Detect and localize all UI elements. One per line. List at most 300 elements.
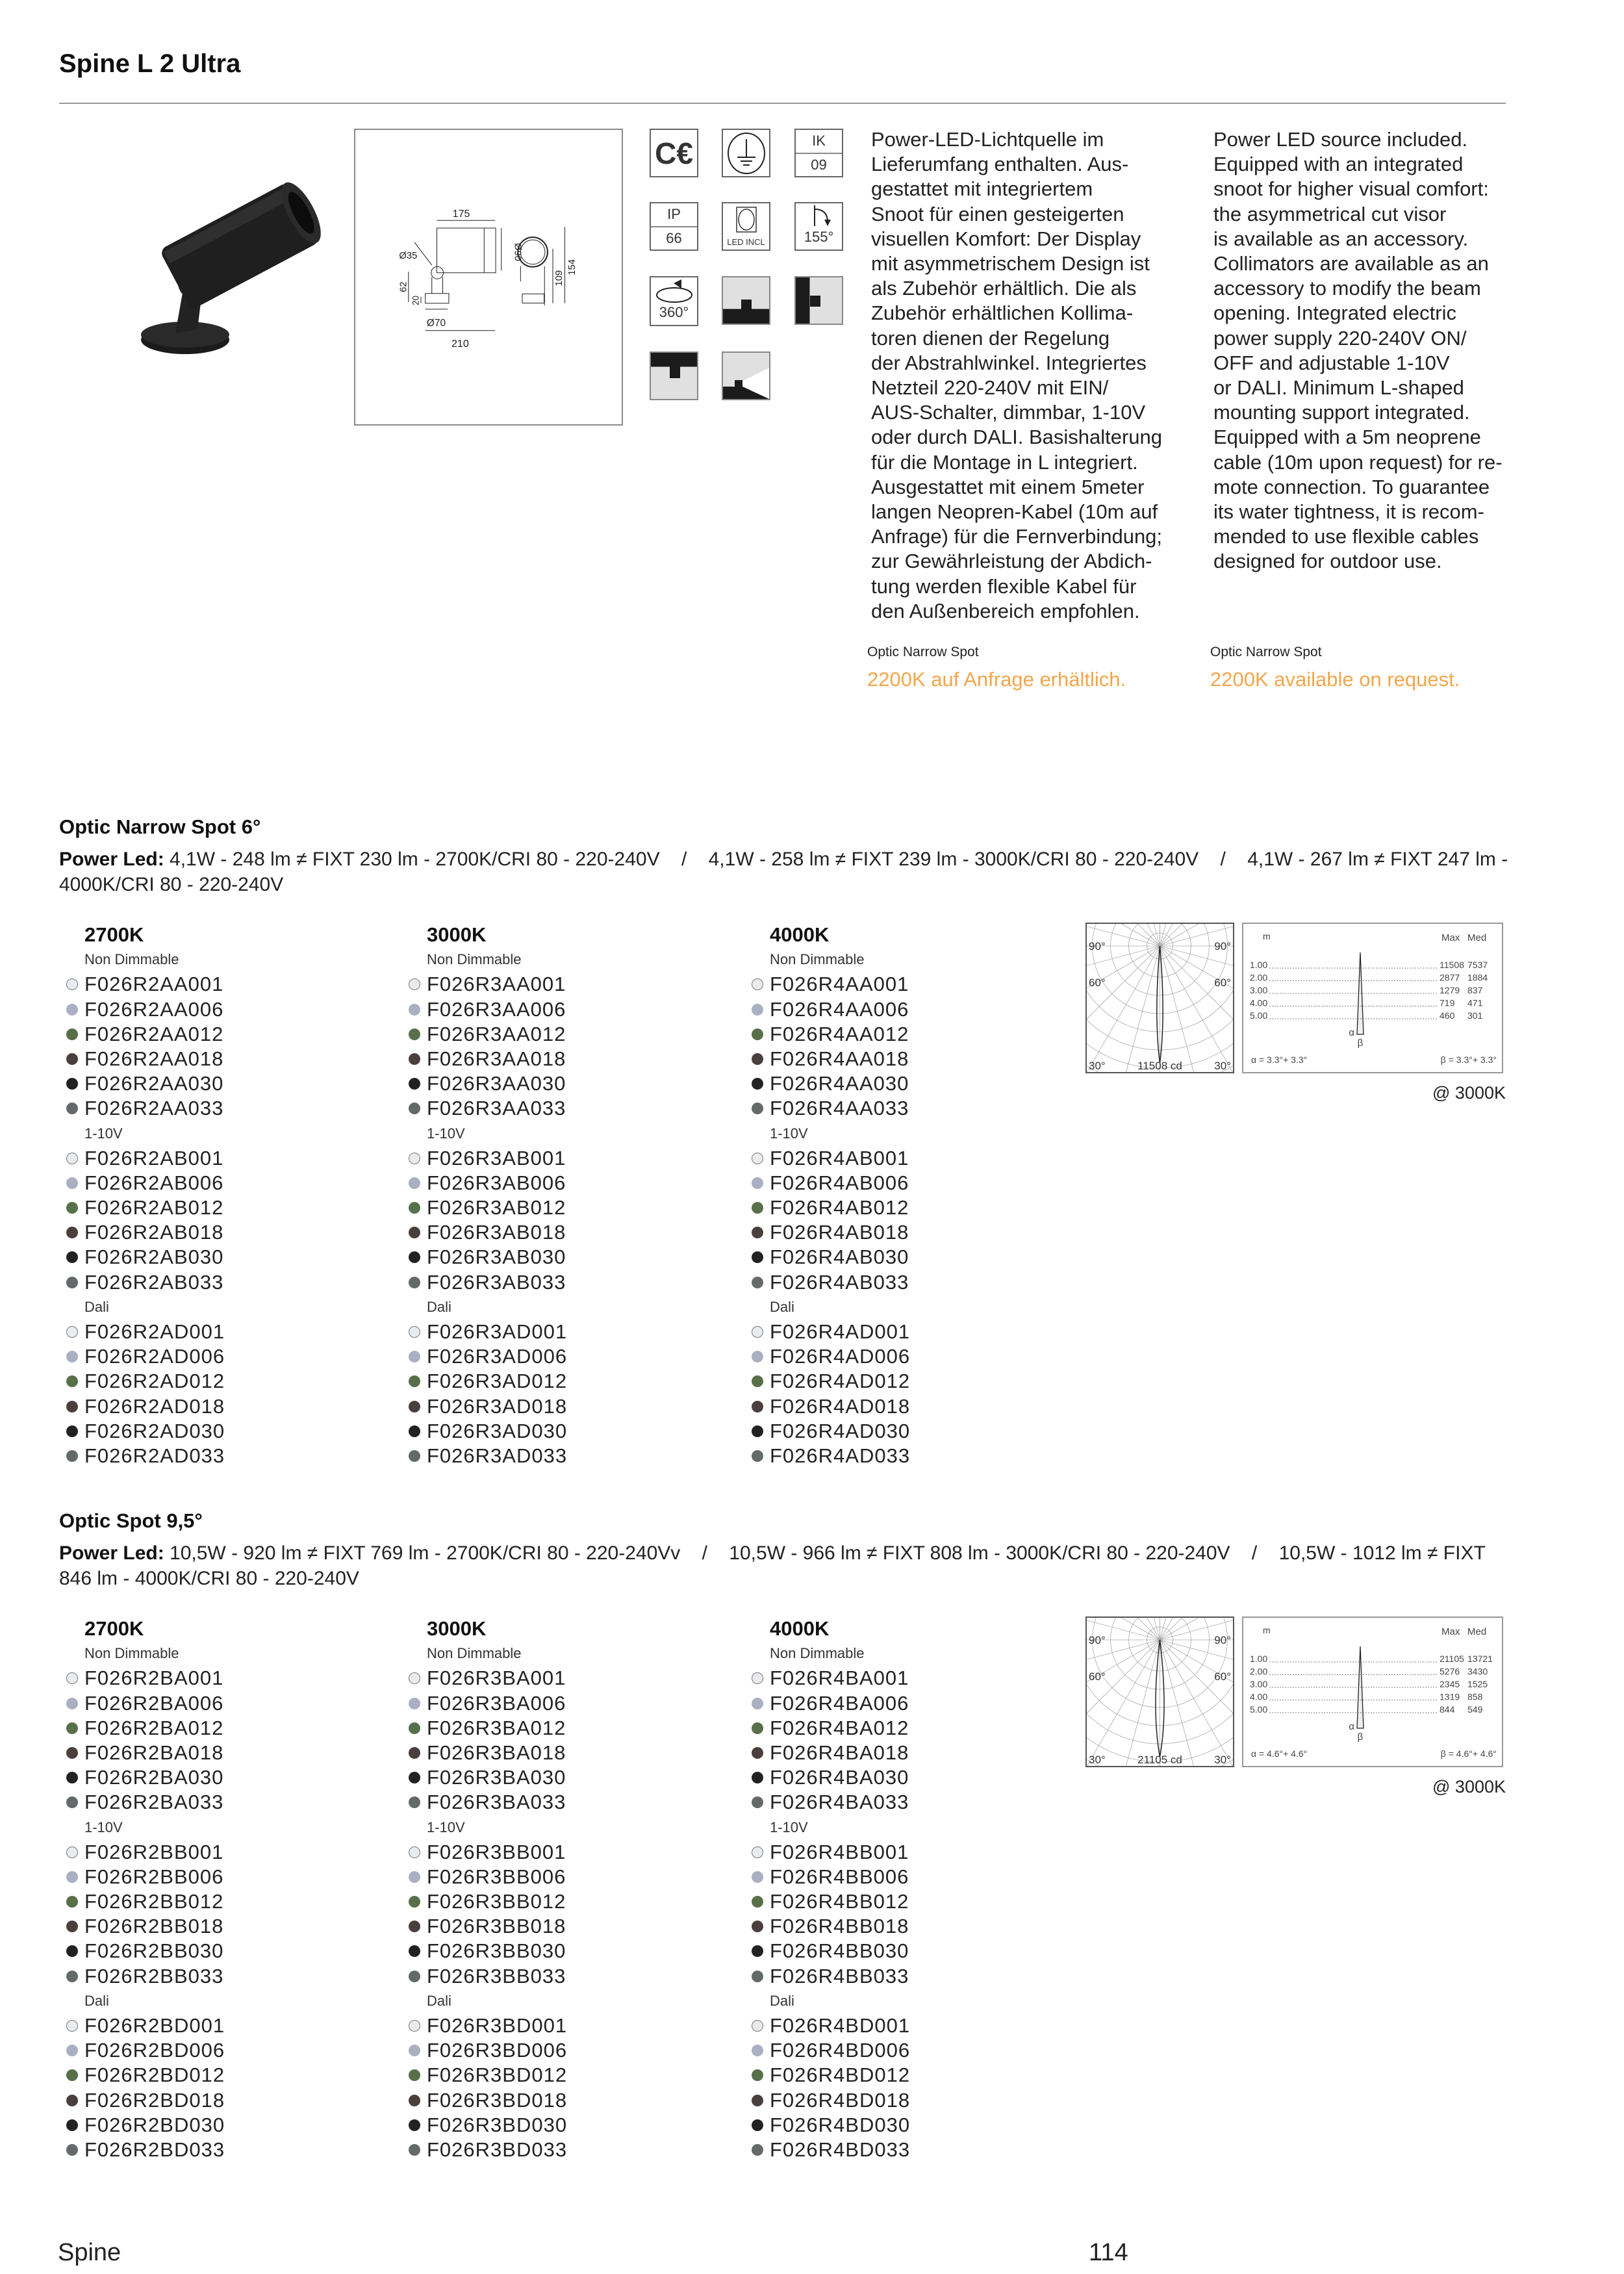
ik-label: IK [796,130,842,154]
description-line: Ausgestattet mit einem 5meter [871,475,1145,498]
illuminance-table-chart [1242,923,1503,1073]
description-line: mounting support integrated. [1213,401,1470,424]
finish-color-swatch-icon [66,2119,78,2131]
product-code-item [409,1171,733,1195]
dimming-group-label: 1-10V [427,1125,465,1142]
availability-note-de: 2200K auf Anfrage erhältlich. [867,668,1126,691]
product-code-item [752,997,1076,1022]
finish-color-swatch-icon [409,2045,420,2056]
ce-mark-icon: C€ [650,129,698,177]
product-code: F026R4AA030 [770,1072,909,1095]
product-code: F026R2AD001 [84,1320,225,1343]
product-code: F026R4AB001 [770,1146,909,1169]
polar-grid-spoke [1160,1640,1228,1766]
product-code: F026R4BA033 [770,1791,909,1814]
product-code: F026R4BA001 [770,1667,909,1690]
distance-value: 1.00 [1250,960,1268,970]
polar-grid-spoke [1087,1640,1160,1766]
finish-color-swatch-icon [409,1672,420,1684]
section-narrow-spot [0,815,1624,1465]
finish-color-swatch-icon [409,1053,420,1065]
finish-color-swatch-icon [409,1971,420,1982]
product-code: F026R4AD001 [770,1320,911,1343]
alpha-beam-angle: α = 4.6°+ 4.6° [1251,1748,1308,1759]
finish-color-swatch-icon [409,1375,420,1387]
finish-color-swatch-icon [66,2045,78,2056]
finish-color-swatch-icon [752,1004,763,1016]
angle-label-90-right: 90° [1214,1634,1231,1646]
angle-label-90-left: 90° [1089,1634,1106,1646]
finish-color-swatch-icon [752,1078,763,1090]
finish-color-swatch-icon [409,1747,420,1759]
distance-value: 5.00 [1250,1704,1268,1715]
product-code: F026R3AD006 [427,1345,568,1368]
polar-grid-spoke [1093,946,1160,1072]
dimming-group-label: Dali [770,1992,794,2009]
distance-value: 2.00 [1250,972,1268,983]
product-code-item [752,2013,1076,2038]
dimming-group-label: Dali [84,1992,109,2009]
finish-color-swatch-icon [66,1053,78,1065]
product-code: F026R2AA012 [84,1022,224,1045]
finish-color-swatch-icon [409,1251,420,1263]
finish-color-swatch-icon [409,1722,420,1734]
dimming-group-label: 1-10V [427,1819,465,1835]
product-code-item [409,1320,733,1344]
product-code: F026R3BD006 [427,2039,568,2062]
alpha-symbol: α [1349,1027,1354,1038]
ik-value: 09 [811,156,827,173]
finish-color-swatch-icon [409,1103,420,1114]
finish-color-swatch-icon [752,1375,763,1387]
polar-grid-spoke [1093,1640,1160,1766]
product-code: F026R3AD033 [427,1444,568,1467]
beta-symbol: β [1357,1038,1364,1049]
product-code: F026R2AD018 [84,1394,225,1418]
finish-color-swatch-icon [752,2119,763,2131]
product-code-item [409,1444,733,1468]
product-code: F026R2AA018 [84,1047,224,1070]
cct-heading: 4000K [770,1617,830,1640]
optic-note-de: Optic Narrow Spot [867,645,979,659]
product-code-item [409,2138,733,2162]
finish-color-swatch-icon [752,1251,763,1263]
product-code-item [752,2088,1076,2113]
product-code: F026R2AB033 [84,1270,224,1294]
slope-mount-icon [722,351,770,400]
product-code: F026R2BB030 [84,1939,224,1963]
finish-color-swatch-icon [409,1425,420,1437]
product-code-item [66,1344,391,1369]
product-code: F026R4AA012 [770,1022,909,1045]
distance-value: 5.00 [1250,1010,1268,1021]
product-code-item [66,1716,391,1741]
product-code: F026R3BA001 [427,1667,566,1690]
finish-color-swatch-icon [752,2069,763,2081]
product-code-item [66,2063,391,2088]
product-code-item [66,1394,391,1419]
product-code-item [752,1245,1076,1270]
floor-mount-icon [722,276,770,325]
product-code-item [409,997,733,1022]
finish-color-swatch-icon [752,1846,763,1858]
finish-color-swatch-icon [752,1672,763,1684]
product-code: F026R3BA012 [427,1716,566,1739]
product-code-item [752,1195,1076,1220]
finish-color-swatch-icon [752,1921,763,1932]
wall-mount-icon [794,276,843,325]
finish-color-swatch-icon [409,1153,420,1164]
finish-color-swatch-icon [66,1028,78,1040]
description-line: mote connection. To guarantee [1213,475,1490,498]
dimming-group-label: Non Dimmable [770,951,865,968]
angle-label-30-left: 30° [1089,1754,1106,1766]
rotation-icon [650,276,698,326]
dimming-group-label: Non Dimmable [84,951,179,968]
dimming-group-label: Dali [84,1298,109,1315]
description-line: opening. Integrated electric [1213,301,1456,325]
product-code: F026R3AA012 [427,1022,566,1045]
product-code-item [409,1666,733,1691]
description-line: toren dienen der Regelung [871,326,1110,350]
ik-rating-icon [794,129,843,177]
product-code-item [752,1741,1076,1765]
distance-value: 1.00 [1250,1654,1268,1664]
finish-color-swatch-icon [409,2095,420,2106]
description-line: visuellen Komfort: Der Display [871,227,1141,250]
cct-column-4000k [752,923,1076,1468]
cct-column-2700k [66,923,391,1468]
cct-heading: 4000K [770,923,830,946]
product-code-item [66,1320,391,1344]
column-header-distance: m [1263,1625,1271,1635]
product-code: F026R2AB018 [84,1221,224,1244]
product-code: F026R2BB018 [84,1915,224,1938]
finish-color-swatch-icon [409,1846,420,1858]
product-code: F026R3AA033 [427,1097,566,1120]
product-code-item [66,2013,391,2038]
finish-color-swatch-icon [66,1103,78,1114]
max-illuminance-value: 844 [1440,1704,1455,1715]
distance-value: 2.00 [1250,1666,1268,1677]
product-code-item [752,2038,1076,2063]
product-code-item [409,1865,733,1889]
angle-label-60-left: 60° [1089,1670,1106,1683]
finish-color-swatch-icon [752,1202,763,1214]
max-illuminance-value: 1319 [1440,1691,1460,1702]
product-code: F026R3AB030 [427,1246,566,1269]
med-illuminance-value: 858 [1467,1691,1483,1702]
finish-color-swatch-icon [409,1078,420,1090]
product-code-item [66,1666,391,1691]
product-code-item [66,1171,391,1195]
product-code-item [409,1195,733,1220]
dimming-group-label: Dali [770,1298,794,1315]
ip-value: 66 [666,229,682,246]
med-illuminance-value: 13721 [1467,1654,1493,1664]
product-code: F026R2BA030 [84,1766,224,1789]
dim-pivot-diameter: Ø35 [399,250,418,261]
product-code: F026R2AD030 [84,1419,225,1442]
finish-color-swatch-icon [752,1945,763,1957]
column-header-distance: m [1263,931,1271,941]
product-code-item [66,1840,391,1865]
finish-color-swatch-icon [66,1004,78,1016]
ip-label: IP [651,203,697,227]
finish-color-swatch-icon [409,1401,420,1412]
product-code-item [752,1964,1076,1989]
product-code-item [409,2063,733,2088]
power-led-spec [59,847,1514,897]
product-code: F026R2BA018 [84,1741,224,1764]
product-code: F026R3AA006 [427,997,566,1021]
product-code: F026R3AA030 [427,1072,566,1095]
product-code: F026R3AA001 [427,973,566,996]
med-illuminance-value: 837 [1467,985,1483,995]
beta-symbol: β [1357,1731,1364,1743]
finish-color-swatch-icon [752,1772,763,1783]
product-code: F026R3BD030 [427,2113,568,2136]
finish-color-swatch-icon [66,1945,78,1957]
product-code-item [66,1419,391,1444]
description-line: Power-LED-Lichtquelle im [871,128,1104,151]
distance-value: 4.00 [1250,1691,1268,1702]
reference-cct: @ 3000K [1432,1777,1506,1796]
product-code: F026R3BA030 [427,1766,566,1789]
product-code-item [66,1889,391,1914]
angle-label-60-right: 60° [1214,977,1231,989]
product-code: F026R3BB030 [427,1939,566,1963]
product-code: F026R4AA033 [770,1097,909,1120]
description-line: power supply 220-240V ON/ [1213,326,1467,350]
product-code-item [409,1270,733,1295]
product-code-item [752,1716,1076,1741]
finish-color-swatch-icon [409,1351,420,1362]
finish-color-swatch-icon [66,1326,78,1338]
angle-label-30-right: 30° [1214,1060,1231,1072]
product-code-item [66,1270,391,1295]
product-code: F026R3BB006 [427,1865,566,1888]
product-code: F026R2AA001 [84,973,224,996]
description-line: als Zubehör erhältlich. Die als [871,277,1137,300]
product-code: F026R4BB012 [770,1890,909,1913]
product-code-item [66,1741,391,1765]
product-code: F026R4AB006 [770,1171,909,1194]
finish-color-swatch-icon [66,1277,78,1288]
product-code-item [752,1394,1076,1419]
page-title: Spine L 2 Ultra [59,49,241,78]
illuminance-table-chart [1242,1616,1503,1767]
product-code: F026R2BD033 [84,2138,225,2161]
product-code: F026R4AA001 [770,973,909,996]
dimming-group-label: 1-10V [84,1125,123,1142]
power-led-values: 10,5W - 920 lm ≠ FIXT 769 lm - 2700K/CRI 80 - 220-240Vv / 10,5W - 966 lm ≠ FIXT 808 lm - 3000K/CRI 80 - 220-240V / 10,5W - 1012 lm ≠ FIXT 846 lm - 4000K/CRI 80 - 220-240V [59,1542,1491,1589]
product-code-item [66,1096,391,1121]
med-illuminance-value: 3430 [1467,1666,1488,1677]
product-code: F026R2BA006 [84,1691,224,1715]
description-line: accessory to modify the beam [1213,277,1481,300]
product-code: F026R2AB012 [84,1196,224,1220]
cct-column-3000k [409,923,733,1468]
finish-color-swatch-icon [66,2069,78,2081]
product-code-item [409,1096,733,1121]
description-english [1213,127,1525,574]
dimming-group-label: Dali [427,1992,451,2009]
max-illuminance-value: 460 [1440,1010,1455,1021]
description-line: Power LED source included. [1213,128,1468,151]
product-code-item [752,1666,1076,1691]
power-led-values: 4,1W - 248 lm ≠ FIXT 230 lm - 2700K/CRI 80 - 220-240V / 4,1W - 258 lm ≠ FIXT 239 lm - 3000K/CRI 80 - 220-240V / 4,1W - 267 lm ≠ FIXT 247 lm - 4000K/CRI 80 - 220-240V [59,849,1514,895]
description-line: OFF and adjustable 1-10V [1213,351,1450,374]
product-code: F026R2AD012 [84,1370,225,1393]
product-code: F026R4BB030 [770,1939,909,1963]
dimension-drawing-svg [355,130,622,424]
product-code: F026R3BD033 [427,2138,568,2161]
dim-height-62: 62 [398,281,409,292]
description-line: Zubehör erhältlichen Kollima- [871,301,1134,325]
distance-value: 3.00 [1250,985,1268,995]
product-code: F026R4BD018 [770,2088,911,2112]
finish-color-swatch-icon [752,1227,763,1238]
product-code-item [409,1146,733,1171]
product-code: F026R3AB012 [427,1196,566,1220]
finish-color-swatch-icon [409,1871,420,1883]
product-code-item [66,1939,391,1963]
product-code-item [66,1691,391,1716]
product-code-item [409,1964,733,1989]
med-illuminance-value: 7537 [1467,960,1488,970]
product-code: F026R4BB006 [770,1865,909,1888]
description-line: designed for outdoor use. [1213,550,1442,573]
product-code: F026R2BD030 [84,2113,225,2136]
dimming-group-label: 1-10V [84,1819,123,1835]
product-code-item [409,1741,733,1765]
product-code: F026R3AD001 [427,1320,568,1343]
max-illuminance-value: 1279 [1440,985,1460,995]
finish-color-swatch-icon [66,1375,78,1387]
product-code: F026R2BA001 [84,1667,224,1690]
cct-column-2700k [66,1616,391,2162]
polar-chart-svg [1087,1618,1233,1766]
alpha-symbol: α [1349,1721,1354,1732]
dimming-group-label: Dali [427,1298,451,1315]
finish-color-swatch-icon [409,1227,420,1238]
description-line: oder durch DALI. Basishalterung [871,426,1163,449]
product-code: F026R3AB033 [427,1270,566,1294]
product-code: F026R2BD012 [84,2063,225,2087]
product-code: F026R4BD030 [770,2113,911,2136]
cct-column-3000k [409,1616,733,2162]
product-code-item [66,2088,391,2113]
product-code: F026R3BD012 [427,2063,568,2087]
description-line: its water tightness, it is recom- [1213,500,1484,524]
product-code-item [66,1790,391,1815]
column-header-med: Med [1467,932,1487,943]
product-code: F026R2BB006 [84,1865,224,1888]
optic-note-en: Optic Narrow Spot [1210,645,1322,659]
finish-color-swatch-icon [752,1103,763,1114]
product-code-item [409,1047,733,1071]
product-code: F026R3BD001 [427,2014,568,2037]
product-code: F026R3BD018 [427,2088,568,2112]
finish-color-swatch-icon [752,2095,763,2106]
product-code: F026R4AB030 [770,1246,909,1269]
cct-heading: 2700K [84,923,144,946]
product-code-item [409,972,733,997]
product-code: F026R3BA033 [427,1791,566,1814]
product-code-item [752,1071,1076,1096]
product-code-item [752,1320,1076,1344]
column-header-max: Max [1441,1626,1460,1637]
product-code: F026R4AB012 [770,1196,909,1220]
dim-total-length: 210 [451,337,469,350]
product-code: F026R4AB018 [770,1221,909,1244]
polar-grid-spoke [1160,946,1228,1072]
finish-color-swatch-icon [66,2144,78,2156]
description-line: mended to use flexible cables [1213,525,1479,548]
distance-value: 4.00 [1250,997,1268,1008]
dim-length: 175 [452,208,470,220]
product-code-item [409,1344,733,1369]
finish-color-swatch-icon [752,1277,763,1288]
product-code-item [66,972,391,997]
finish-color-swatch-icon [752,1971,763,1982]
power-led-label: Power Led: [59,1542,164,1564]
availability-note-en: 2200K available on request. [1210,668,1460,691]
finish-color-swatch-icon [66,1846,78,1858]
product-code: F026R3BB018 [427,1915,566,1938]
led-included-icon [722,202,770,251]
finish-color-swatch-icon [409,2069,420,2081]
product-code-item [66,1444,391,1468]
description-line: zur Gewährleistung der Abdich- [871,550,1152,573]
product-code-item [752,1146,1076,1171]
product-code-item [752,1914,1076,1939]
column-header-max: Max [1441,932,1460,943]
finish-color-swatch-icon [752,1153,763,1164]
product-code-item [66,2038,391,2063]
finish-color-swatch-icon [66,2095,78,2106]
product-code: F026R2AA033 [84,1097,224,1120]
product-code: F026R3AD012 [427,1370,568,1393]
page-number: 114 [1089,2239,1128,2266]
med-illuminance-value: 1884 [1467,972,1488,983]
beta-beam-angle: β = 4.6°+ 4.6° [1440,1748,1497,1759]
product-code-item [66,1071,391,1096]
product-code-item [66,997,391,1022]
led-incl-label: LED INCL [727,237,765,247]
finish-color-swatch-icon [409,1004,420,1016]
product-code: F026R2AB006 [84,1171,224,1194]
finish-color-swatch-icon [752,1796,763,1808]
angle-label-30-right: 30° [1214,1754,1231,1766]
product-code: F026R3AA018 [427,1047,566,1070]
product-code: F026R3BB033 [427,1964,566,1987]
product-code: F026R2AB030 [84,1246,224,1269]
alpha-beam-angle: α = 3.3°+ 3.3° [1251,1054,1308,1065]
product-code-item [66,2113,391,2138]
finish-color-swatch-icon [66,2020,78,2032]
product-code-item [752,2063,1076,2088]
product-code: F026R2AD033 [84,1444,225,1467]
finish-color-swatch-icon [66,978,78,990]
finish-color-swatch-icon [752,1425,763,1437]
product-code-item [752,1369,1076,1394]
description-line: Anfrage) für die Fernverbindung; [871,525,1163,548]
finish-color-swatch-icon [752,1177,763,1189]
finish-color-swatch-icon [409,1896,420,1908]
description-line: is available as an accessory. [1213,227,1469,250]
